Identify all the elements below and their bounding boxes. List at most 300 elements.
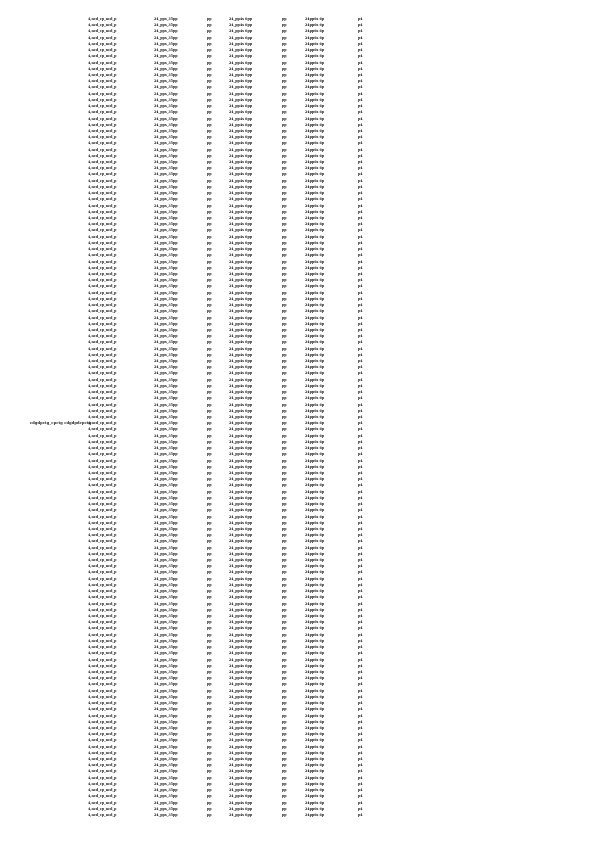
table-cell: pp (207, 371, 212, 376)
table-cell: pp (207, 470, 212, 475)
table-cell: 24pp6s 6p (305, 29, 325, 34)
table-cell: 24_pps_35pp (154, 371, 178, 376)
table-cell: pp (207, 247, 212, 252)
table-cell: pp (282, 97, 287, 102)
table-cell: 4,ncd_cp_ncd_p (88, 757, 117, 762)
table-cell: p4 (358, 135, 363, 140)
table-cell: p4 (358, 340, 363, 345)
table-cell: 24pp6s 6p (305, 589, 325, 594)
table-cell: 24_pp4s 6pp (229, 732, 253, 737)
table-cell: 4,ncd_cp_ncd_p (88, 576, 117, 581)
table-cell: p4 (358, 638, 363, 643)
table-cell: pp (282, 533, 287, 538)
table-cell: pp (282, 775, 287, 780)
table-cell: p4 (358, 85, 363, 90)
table-cell: pp (207, 651, 212, 656)
table-cell: 24_pp4s 6pp (229, 682, 253, 687)
table-cell: pp (207, 240, 212, 245)
table-cell: pp (282, 91, 287, 96)
table-cell: 4,ncd_cp_ncd_p (88, 769, 117, 774)
table-cell: pp (207, 589, 212, 594)
table-cell: 24_pp4s 6pp (229, 97, 253, 102)
table-cell: pp (207, 346, 212, 351)
table-cell: 24pp6s 6p (305, 234, 325, 239)
table-cell: p4 (358, 470, 363, 475)
table-cell: pp (207, 638, 212, 643)
table-cell: 24pp6s 6p (305, 54, 325, 59)
table-cell: pp (207, 502, 212, 507)
table-cell: pp (207, 184, 212, 189)
table-cell: p4 (358, 582, 363, 587)
table-cell: 24_pp4s 6pp (229, 781, 253, 786)
table-cell: 24pp6s 6p (305, 645, 325, 650)
table-cell: p4 (358, 234, 363, 239)
table-cell: pp (282, 446, 287, 451)
table-cell: pp (282, 421, 287, 426)
table-cell: 24_pps_35pp (154, 502, 178, 507)
table-cell: pp (282, 788, 287, 793)
table-cell: pp (207, 601, 212, 606)
table-cell: pp (207, 564, 212, 569)
table-cell: 4,ncd_cp_ncd_p (88, 788, 117, 793)
table-cell: 24pp6s 6p (305, 781, 325, 786)
table-cell: pp (207, 203, 212, 208)
table-cell: 24pp6s 6p (305, 800, 325, 805)
table-cell: p4 (358, 427, 363, 432)
table-cell: 24pp6s 6p (305, 97, 325, 102)
table-cell: pp (207, 551, 212, 556)
table-cell: 24_pp4s 6pp (229, 669, 253, 674)
table-cell: p4 (358, 701, 363, 706)
table-cell: 24_pp4s 6pp (229, 191, 253, 196)
table-cell: pp (207, 806, 212, 811)
table-cell: pp (282, 48, 287, 53)
table-cell: p4 (358, 334, 363, 339)
table-cell: 24_pps_35pp (154, 309, 178, 314)
table-cell: 4,ncd_cp_ncd_p (88, 775, 117, 780)
table-cell: 4,ncd_cp_ncd_p (88, 676, 117, 681)
table-cell: 24pp6s 6p (305, 91, 325, 96)
table-cell: 24_pp4s 6pp (229, 184, 253, 189)
table-cell: 24_pps_35pp (154, 352, 178, 357)
table-cell: 4,ncd_cp_ncd_p (88, 265, 117, 270)
table-cell: p4 (358, 17, 363, 21)
table-cell: 4,ncd_cp_ncd_p (88, 222, 117, 227)
table-cell: 4,ncd_cp_ncd_p (88, 303, 117, 308)
table-cell: pp (207, 85, 212, 90)
table-cell: 24_pp4s 6pp (229, 365, 253, 370)
table-cell: 4,ncd_cp_ncd_p (88, 694, 117, 699)
table-cell: 24_pps_35pp (154, 744, 178, 749)
table-cell: p4 (358, 539, 363, 544)
table-cell: pp (282, 66, 287, 71)
table-cell: 24_pp4s 6pp (229, 29, 253, 34)
table-cell: 24_pp4s 6pp (229, 377, 253, 382)
table-cell: 24_pps_35pp (154, 153, 178, 158)
table-cell: 24_pp4s 6pp (229, 216, 253, 220)
table-cell: 24_pps_35pp (154, 383, 178, 388)
table-cell: 24_pps_35pp (154, 290, 178, 295)
table-cell: 24_pp4s 6pp (229, 788, 253, 793)
table-cell: 24pp6s 6p (305, 110, 325, 115)
table-cell: 24_pp4s 6pp (229, 278, 253, 283)
table-cell: 24_pp4s 6pp (229, 769, 253, 774)
table-cell: 24pp6s 6p (305, 209, 325, 214)
table-cell: pp (207, 178, 212, 183)
table-cell: pp (282, 415, 287, 419)
table-cell: 24_pps_35pp (154, 738, 178, 743)
table-cell: p4 (358, 719, 363, 724)
table-cell: 24pp6s 6p (305, 794, 325, 799)
table-cell: 24_pp4s 6pp (229, 582, 253, 587)
table-cell: 24_pps_35pp (154, 676, 178, 681)
table-cell: 24_pps_35pp (154, 514, 178, 519)
table-cell: pp (207, 309, 212, 314)
table-cell: pp (282, 110, 287, 115)
table-cell: 24pp6s 6p (305, 135, 325, 140)
table-cell: pp (207, 253, 212, 258)
table-cell: 24pp6s 6p (305, 216, 325, 220)
table-cell: 24_pps_35pp (154, 79, 178, 84)
table-cell: 4,ncd_cp_ncd_p (88, 632, 117, 637)
table-cell: pp (207, 172, 212, 177)
table-cell: 24_pps_35pp (154, 17, 178, 21)
table-cell: 4,ncd_cp_ncd_p (88, 41, 117, 46)
table-cell: p4 (358, 222, 363, 227)
table-cell: pp (282, 309, 287, 314)
table-cell: 24pp6s 6p (305, 446, 325, 451)
table-cell: pp (282, 234, 287, 239)
table-cell: pp (207, 676, 212, 681)
table-cell: 24_pps_35pp (154, 141, 178, 146)
table-cell: 24_pps_35pp (154, 483, 178, 488)
table-cell: pp (207, 433, 212, 438)
table-cell: 4,ncd_cp_ncd_p (88, 446, 117, 451)
table-cell: 4,ncd_cp_ncd_p (88, 371, 117, 376)
table-cell: pp (207, 464, 212, 469)
table-cell: 4,ncd_cp_ncd_p (88, 259, 117, 264)
table-cell: p4 (358, 614, 363, 618)
table-cell: 4,ncd_cp_ncd_p (88, 421, 117, 426)
table-cell: 24_pp4s 6pp (229, 48, 253, 53)
table-cell: 24pp6s 6p (305, 383, 325, 388)
table-cell: pp (282, 365, 287, 370)
table-cell: 4,ncd_cp_ncd_p (88, 253, 117, 258)
table-cell: 24_pps_35pp (154, 439, 178, 444)
table-cell: p4 (358, 116, 363, 121)
table-cell: 4,ncd_cp_ncd_p (88, 48, 117, 53)
table-cell: 24pp6s 6p (305, 757, 325, 762)
table-cell: pp (282, 253, 287, 258)
table-cell: 24_pps_35pp (154, 296, 178, 301)
table-cell: p4 (358, 757, 363, 762)
table-cell: pp (282, 738, 287, 743)
table-cell: 24_pp4s 6pp (229, 265, 253, 270)
table-cell: p4 (358, 408, 363, 413)
table-cell: 24_pps_35pp (154, 732, 178, 737)
table-cell: pp (282, 23, 287, 28)
table-cell: p4 (358, 589, 363, 594)
data-table (88, 16, 378, 818)
table-cell: 24pp6s 6p (305, 315, 325, 320)
table-cell: p4 (358, 551, 363, 556)
table-cell: 24_pp4s 6pp (229, 253, 253, 258)
table-cell: pp (282, 135, 287, 140)
table-cell: pp (207, 558, 212, 563)
table-cell: 24pp6s 6p (305, 769, 325, 774)
table-cell: pp (282, 334, 287, 339)
table-cell: 24pp6s 6p (305, 415, 325, 419)
table-cell: p4 (358, 669, 363, 674)
table-cell: 4,ncd_cp_ncd_p (88, 589, 117, 594)
table-cell: p4 (358, 806, 363, 811)
table-cell: pp (282, 216, 287, 220)
table-cell: 24_pp4s 6pp (229, 259, 253, 264)
table-cell: 4,ncd_cp_ncd_p (88, 427, 117, 432)
table-cell: 24pp6s 6p (305, 166, 325, 171)
table-cell: 24_pps_35pp (154, 775, 178, 780)
table-cell: pp (207, 427, 212, 432)
table-cell: 24_pps_35pp (154, 421, 178, 426)
table-cell: p4 (358, 775, 363, 780)
table-cell: 4,ncd_cp_ncd_p (88, 191, 117, 196)
table-cell: 24_pps_35pp (154, 576, 178, 581)
table-cell: 24_pp4s 6pp (229, 79, 253, 84)
table-cell: p4 (358, 446, 363, 451)
table-cell: p4 (358, 663, 363, 668)
table-cell: pp (207, 135, 212, 140)
table-cell: 24_pp4s 6pp (229, 371, 253, 376)
table-cell: 24_pps_35pp (154, 365, 178, 370)
table-cell: p4 (358, 402, 363, 407)
table-cell: pp (207, 452, 212, 457)
table-cell: 24_pp4s 6pp (229, 545, 253, 550)
table-cell: 4,ncd_cp_ncd_p (88, 166, 117, 171)
table-cell: 24_pp4s 6pp (229, 688, 253, 693)
table-cell: pp (207, 732, 212, 737)
table-cell: 4,ncd_cp_ncd_p (88, 483, 117, 488)
table-cell: p4 (358, 576, 363, 581)
table-cell: 4,ncd_cp_ncd_p (88, 17, 117, 21)
table-cell: 4,ncd_cp_ncd_p (88, 178, 117, 183)
table-cell: p4 (358, 160, 363, 165)
table-cell: 24_pps_35pp (154, 495, 178, 500)
table-cell: 4,ncd_cp_ncd_p (88, 390, 117, 395)
table-cell: p4 (358, 172, 363, 177)
table-cell: 24pp6s 6p (305, 371, 325, 376)
table-cell: pp (282, 104, 287, 109)
table-cell: pp (207, 477, 212, 482)
table-cell: 24_pps_35pp (154, 23, 178, 28)
table-cell: 24_pps_35pp (154, 589, 178, 594)
table-cell: p4 (358, 694, 363, 699)
table-cell: pp (282, 669, 287, 674)
table-cell: p4 (358, 477, 363, 482)
table-cell: pp (207, 582, 212, 587)
table-cell: 24_pps_35pp (154, 390, 178, 395)
table-cell: 4,ncd_cp_ncd_p (88, 582, 117, 587)
table-cell: p4 (358, 707, 363, 712)
table-cell: p4 (358, 97, 363, 102)
table-cell: pp (207, 738, 212, 743)
table-cell: 24_pp4s 6pp (229, 415, 253, 419)
table-cell: 24_pp4s 6pp (229, 701, 253, 706)
table-cell: pp (207, 620, 212, 625)
table-cell: 4,ncd_cp_ncd_p (88, 122, 117, 127)
table-cell: p4 (358, 377, 363, 382)
table-cell: pp (207, 234, 212, 239)
table-cell: 24_pp4s 6pp (229, 614, 253, 618)
table-cell: 24pp6s 6p (305, 327, 325, 332)
table-cell: 4,ncd_cp_ncd_p (88, 669, 117, 674)
table-cell: 24_pp4s 6pp (229, 433, 253, 438)
table-cell: 24_pps_35pp (154, 595, 178, 600)
table-cell: p4 (358, 794, 363, 799)
table-cell: pp (282, 676, 287, 681)
table-cell: pp (282, 539, 287, 544)
table-cell: 24_pps_35pp (154, 415, 178, 419)
table-cell: pp (282, 607, 287, 612)
table-cell: pp (282, 464, 287, 469)
table-cell: pp (282, 682, 287, 687)
table-cell: 24_pp4s 6pp (229, 147, 253, 152)
table-cell: 24pp6s 6p (305, 464, 325, 469)
table-cell: pp (207, 359, 212, 364)
table-cell: 24_pps_35pp (154, 35, 178, 40)
table-cell: p4 (358, 91, 363, 96)
table-cell: 4,ncd_cp_ncd_p (88, 340, 117, 345)
table-cell: 4,ncd_cp_ncd_p (88, 551, 117, 556)
table-cell: p4 (358, 327, 363, 332)
table-cell: 4,ncd_cp_ncd_p (88, 97, 117, 102)
table-cell: pp (207, 514, 212, 519)
table-cell: pp (207, 60, 212, 65)
table-cell: 4,ncd_cp_ncd_p (88, 657, 117, 662)
table-cell: 24_pp4s 6pp (229, 707, 253, 712)
table-cell: p4 (358, 203, 363, 208)
table-cell: pp (282, 402, 287, 407)
table-cell: 24_pp4s 6pp (229, 160, 253, 165)
table-cell: 24_pp4s 6pp (229, 35, 253, 40)
table-cell: pp (207, 116, 212, 121)
table-cell: pp (282, 228, 287, 233)
table-cell: p4 (358, 464, 363, 469)
table-cell: pp (207, 489, 212, 494)
table-cell: 4,ncd_cp_ncd_p (88, 147, 117, 152)
table-cell: pp (282, 197, 287, 202)
table-cell: 24pp6s 6p (305, 533, 325, 538)
table-cell: pp (207, 719, 212, 724)
table-cell: 24pp6s 6p (305, 203, 325, 208)
table-cell: p4 (358, 495, 363, 500)
table-cell: 24_pps_35pp (154, 489, 178, 494)
table-cell: pp (207, 66, 212, 71)
table-cell: pp (207, 321, 212, 326)
table-cell: pp (282, 688, 287, 693)
table-cell: 24pp6s 6p (305, 390, 325, 395)
table-cell: pp (282, 396, 287, 401)
table-cell: 24_pps_35pp (154, 271, 178, 276)
table-cell: 24_pp4s 6pp (229, 470, 253, 475)
table-cell: 4,ncd_cp_ncd_p (88, 240, 117, 245)
table-cell: pp (282, 346, 287, 351)
table-cell: p4 (358, 23, 363, 28)
table-cell: pp (207, 141, 212, 146)
table-cell: 4,ncd_cp_ncd_p (88, 458, 117, 463)
table-cell: p4 (358, 359, 363, 364)
table-cell: 4,ncd_cp_ncd_p (88, 135, 117, 140)
table-cell: 24_pps_35pp (154, 228, 178, 233)
table-cell: 24pp6s 6p (305, 651, 325, 656)
table-cell: 4,ncd_cp_ncd_p (88, 23, 117, 28)
table-cell: 24_pp4s 6pp (229, 446, 253, 451)
table-cell: pp (207, 725, 212, 730)
table-cell: 24_pp4s 6pp (229, 141, 253, 146)
table-cell: 24_pps_35pp (154, 645, 178, 650)
table-cell: 24pp6s 6p (305, 247, 325, 252)
table-cell: p4 (358, 122, 363, 127)
table-cell: 24_pp4s 6pp (229, 738, 253, 743)
table-cell: 24_pp4s 6pp (229, 17, 253, 21)
table-cell: p4 (358, 29, 363, 34)
table-cell: pp (282, 240, 287, 245)
table-cell: 24pp6s 6p (305, 502, 325, 507)
table-cell: pp (282, 359, 287, 364)
table-cell: 24pp6s 6p (305, 290, 325, 295)
table-cell: 4,ncd_cp_ncd_p (88, 116, 117, 121)
table-cell: 24pp6s 6p (305, 60, 325, 65)
table-cell: 24_pp4s 6pp (229, 464, 253, 469)
table-cell: pp (282, 321, 287, 326)
table-cell: 24pp6s 6p (305, 576, 325, 581)
table-cell: 24pp6s 6p (305, 545, 325, 550)
table-cell: 24_pps_35pp (154, 253, 178, 258)
table-cell: 24_pp4s 6pp (229, 203, 253, 208)
table-cell: 24pp6s 6p (305, 601, 325, 606)
table-cell: 24_pp4s 6pp (229, 72, 253, 77)
table-cell: 24_pp4s 6pp (229, 533, 253, 538)
table-cell: p4 (358, 303, 363, 308)
table-cell: pp (207, 91, 212, 96)
table-cell: 24_pp4s 6pp (229, 153, 253, 158)
table-cell: 24_pp4s 6pp (229, 309, 253, 314)
table-cell: pp (207, 54, 212, 59)
table-cell: 24_pps_35pp (154, 340, 178, 345)
table-cell: 24_pp4s 6pp (229, 290, 253, 295)
table-cell: pp (282, 85, 287, 90)
table-cell: 24_pp4s 6pp (229, 359, 253, 364)
table-cell: p4 (358, 713, 363, 718)
table-cell: pp (282, 408, 287, 413)
table-cell: p4 (358, 153, 363, 158)
table-cell: 24_pp4s 6pp (229, 54, 253, 59)
table-cell: pp (207, 757, 212, 762)
table-cell: 24pp6s 6p (305, 713, 325, 718)
table-cell: 24_pp4s 6pp (229, 452, 253, 457)
table-cell: pp (282, 794, 287, 799)
table-cell: p4 (358, 253, 363, 258)
table-cell: 24_pp4s 6pp (229, 620, 253, 625)
table-cell: 24pp6s 6p (305, 396, 325, 401)
table-cell: 24_pp4s 6pp (229, 663, 253, 668)
table-cell: 24_pp4s 6pp (229, 657, 253, 662)
table-cell: 24pp6s 6p (305, 35, 325, 40)
table-cell: 4,ncd_cp_ncd_p (88, 439, 117, 444)
table-cell: pp (282, 725, 287, 730)
table-cell: pp (207, 645, 212, 650)
table-cell: 24pp6s 6p (305, 147, 325, 152)
table-cell: pp (207, 160, 212, 165)
